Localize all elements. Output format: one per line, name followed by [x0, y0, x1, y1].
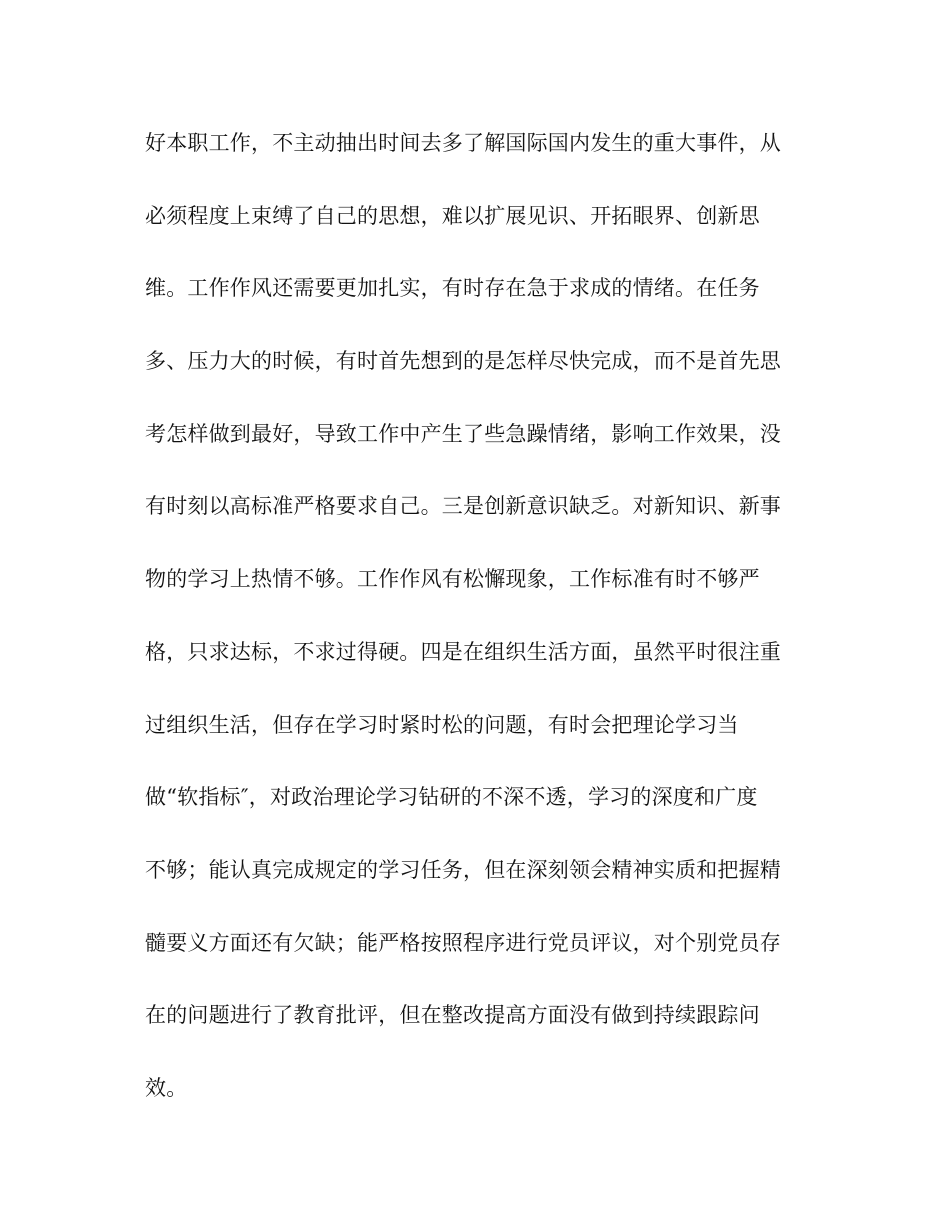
- text-line: 过组织生活，但存在学习时紧时松的问题，有时会把理论学习当: [145, 712, 739, 737]
- text-line: 做“软指标″，对政治理论学习钻研的不深不透，学习的深度和广度: [145, 785, 758, 810]
- body-paragraph: [145, 120, 815, 1138]
- text-line: 物的学习上热情不够。工作作风有松懈现象，工作标准有时不够严: [145, 567, 760, 592]
- text-line: 格，只求达标，不求过得硬。四是在组织生活方面，虽然平时很注重: [145, 639, 781, 664]
- text-line: 在的问题进行了教育批评，但在整改提高方面没有做到持续跟踪问: [145, 1003, 760, 1028]
- text-line: 必须程度上束缚了自己的思想，难以扩展见识、开拓眼界、创新思: [145, 203, 760, 228]
- text-line: 维。工作作风还需要更加扎实，有时存在急于求成的情绪。在任务: [145, 276, 760, 301]
- text-line: 不够；能认真完成规定的学习任务，但在深刻领会精神实质和把握精: [145, 857, 781, 882]
- text-line: 考怎样做到最好，导致工作中产生了些急躁情绪，影响工作效果，没: [145, 421, 781, 446]
- text-line: 有时刻以高标准严格要求自己。三是创新意识缺乏。对新知识、新事: [145, 494, 781, 519]
- text-line: 多、压力大的时候，有时首先想到的是怎样尽快完成，而不是首先思: [145, 349, 781, 374]
- text-line: 好本职工作，不主动抽出时间去多了解国际国内发生的重大事件，从: [145, 131, 781, 155]
- text-line: 髓要义方面还有欠缺；能严格按照程序进行党员评议，对个别党员存: [145, 930, 781, 955]
- text-line: 效。: [145, 1075, 188, 1100]
